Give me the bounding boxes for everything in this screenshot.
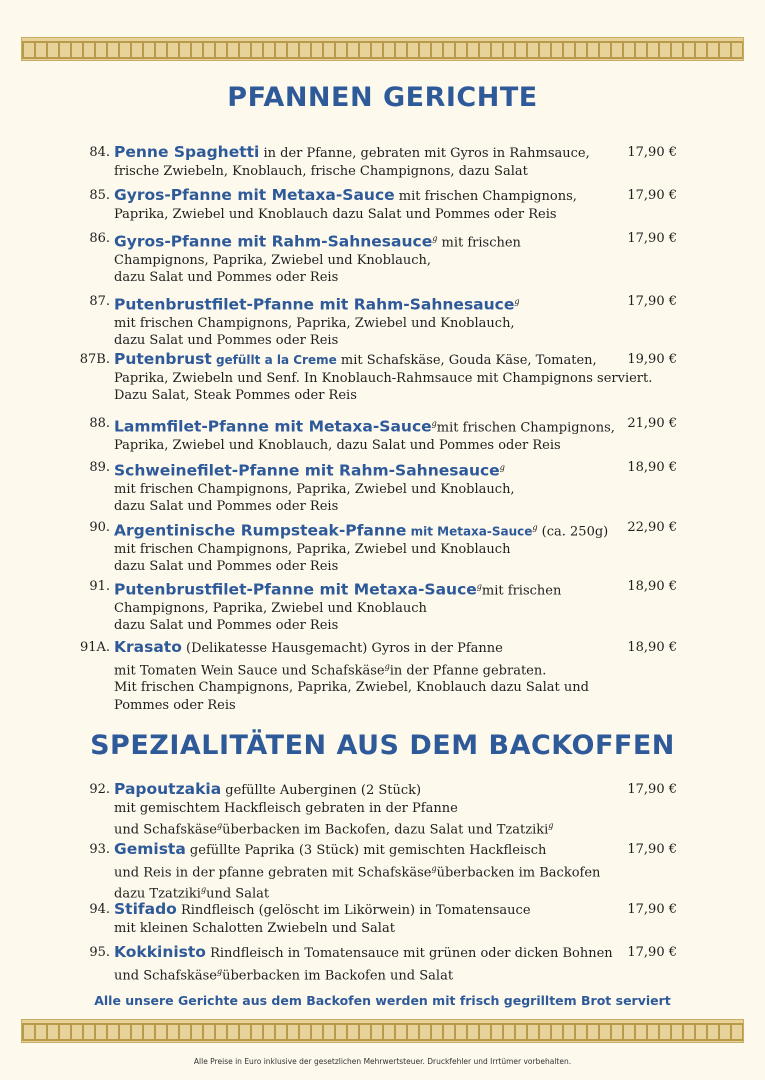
item-desc: Paprika, Zwiebeln und Senf. In Knoblauch-Rahmsauce mit Champignons serviert. xyxy=(114,370,653,386)
price-disclaimer: Alle Preise in Euro inklusive der gesetzlichen Mehrwertsteuer. Druckfehler und Irrtümer vorbehalten. xyxy=(193,1057,572,1066)
item-number: 87. xyxy=(89,294,110,309)
item-desc: mit frischen Champignons, xyxy=(394,189,577,204)
item-desc: (ca. 250g) xyxy=(537,524,609,540)
item-number: 84. xyxy=(89,145,110,160)
item-desc: überbacken im Backofen und Salat xyxy=(222,967,454,983)
item-name: Lammfilet-Pfanne mit Metaxa-Sauce xyxy=(114,417,432,436)
item-desc: mit kleinen Schalotten Zwiebeln und Salat xyxy=(114,920,395,936)
item-price: 17,90 € xyxy=(627,902,677,917)
item-number: 87B. xyxy=(79,352,110,367)
item-desc: gefüllte Auberginen (2 Stück) xyxy=(221,783,422,798)
item-desc: mit frischen Champignons, Paprika, Zwiebel und Knoblauch, xyxy=(114,315,515,331)
greek-key-border-bottom xyxy=(21,1019,744,1043)
item-desc: Rindfleisch in Tomatensauce mit grünen oder dicken Bohnen xyxy=(205,946,613,961)
item-name: Krasato xyxy=(114,638,182,656)
item-desc: mit frischen xyxy=(437,235,521,251)
item-name: Gemista xyxy=(114,840,186,858)
item-desc: und Reis in der pfanne gebraten mit Schafskäse xyxy=(114,864,432,880)
item-desc: und Schafskäse xyxy=(114,967,217,983)
allergen-mark: g xyxy=(514,297,520,306)
allergen-mark: g xyxy=(216,821,223,830)
item-desc: dazu Salat und Pommes oder Reis xyxy=(114,499,339,515)
allergen-mark: g xyxy=(200,885,207,895)
item-name: Gyros-Pfanne mit Metaxa-Sauce xyxy=(114,186,395,204)
item-desc: dazu Salat und Pommes oder Reis xyxy=(114,270,339,286)
item-desc: dazu Salat und Pommes oder Reis xyxy=(114,618,339,634)
item-desc: mit gemischtem Hackfleisch gebraten in der Pfanne xyxy=(114,800,458,816)
item-desc: und Salat xyxy=(206,886,270,902)
item-number: 92. xyxy=(89,782,110,797)
item-desc: Mit frischen Champignons, Paprika, Zwiebel, Knoblauch dazu Salat und xyxy=(114,680,589,696)
item-desc: in der Pfanne gebraten. xyxy=(389,662,547,678)
item-desc: frische Zwiebeln, Knoblauch, frische Champignons, dazu Salat xyxy=(114,163,528,179)
item-desc: mit Schafskäse, Gouda Käse, Tomaten, xyxy=(336,353,597,368)
item-price: 17,90 € xyxy=(627,294,677,309)
item-desc: dazu Tzatziki xyxy=(114,886,201,902)
item-name: Schweinefilet-Pfanne mit Rahm-Sahnesauce xyxy=(114,461,500,480)
item-name: Papoutzakia xyxy=(114,780,222,798)
greek-key-border-top xyxy=(21,37,744,61)
item-desc: Rindfleisch (gelöscht im Likörwein) in Tomatensauce xyxy=(176,903,531,918)
item-desc: dazu Salat und Pommes oder Reis xyxy=(114,333,339,349)
allergen-mark: g xyxy=(431,419,437,428)
allergen-mark: g xyxy=(476,582,482,591)
item-desc: überbacken im Backofen xyxy=(436,864,601,880)
item-number: 91. xyxy=(89,579,110,594)
item-price: 17,90 € xyxy=(627,945,677,960)
item-name: Kokkinisto xyxy=(114,943,206,961)
item-price: 17,90 € xyxy=(627,145,677,160)
allergen-mark: g xyxy=(431,863,437,873)
allergen-mark: g xyxy=(532,523,538,532)
item-name: Stifado xyxy=(114,900,177,918)
item-desc: in der Pfanne, gebraten mit Gyros in Rahmsauce, xyxy=(259,146,590,161)
item-number: 91A. xyxy=(79,640,110,655)
item-number: 88. xyxy=(89,416,110,431)
item-desc: Paprika, Zwiebel und Knoblauch, dazu Salat und Pommes oder Reis xyxy=(114,437,561,453)
item-name: Putenbrustfilet-Pfanne mit Metaxa-Sauce xyxy=(114,580,477,599)
item-desc: mit frischen Champignons, Paprika, Zwiebel und Knoblauch, xyxy=(114,481,515,497)
item-name: Gyros-Pfanne mit Rahm-Sahnesauce xyxy=(114,232,433,251)
item-number: 95. xyxy=(89,945,110,960)
item-desc: überbacken im Backofen, dazu Salat und Tzatziki xyxy=(222,822,549,838)
allergen-mark: g xyxy=(548,821,554,830)
item-desc: (Delikatesse Hausgemacht) Gyros in der Pfanne xyxy=(181,641,503,656)
item-desc: Champignons, Paprika, Zwiebel und Knoblauch, xyxy=(114,252,432,268)
item-number: 86. xyxy=(89,231,110,246)
item-name: Argentinische Rumpsteak-Pfanne xyxy=(114,521,407,540)
item-price: 17,90 € xyxy=(627,188,677,203)
item-name: Putenbrust xyxy=(114,350,212,368)
item-number: 94. xyxy=(89,902,110,917)
item-desc: mit frischen Champignons, Paprika, Zwiebel und Knoblauch xyxy=(114,541,511,557)
item-number: 89. xyxy=(89,460,110,475)
item-desc: gefüllte Paprika (3 Stück) mit gemischten Hackfleisch xyxy=(185,843,547,858)
item-desc: Paprika, Zwiebel und Knoblauch dazu Salat und Pommes oder Reis xyxy=(114,206,557,222)
section-title-backofen: SPEZIALITÄTEN AUS DEM BACKOFFEN xyxy=(90,730,675,761)
item-price: 18,90 € xyxy=(627,579,677,594)
item-name: Putenbrustfilet-Pfanne mit Rahm-Sahnesauce xyxy=(114,295,515,314)
item-price: 17,90 € xyxy=(627,842,677,857)
item-desc: Dazu Salat, Steak Pommes oder Reis xyxy=(114,388,357,403)
allergen-mark: g xyxy=(432,234,438,243)
item-price: 19,90 € xyxy=(627,352,677,367)
item-number: 93. xyxy=(89,842,110,857)
item-desc: und Schafskäse xyxy=(114,822,217,838)
item-name: Penne Spaghetti xyxy=(114,143,260,161)
item-number: 85. xyxy=(89,188,110,203)
item-price: 18,90 € xyxy=(627,640,677,655)
item-price: 22,90 € xyxy=(627,520,677,535)
item-desc: mit Tomaten Wein Sauce und Schafskäse xyxy=(114,662,385,678)
item-desc: Champignons, Paprika, Zwiebel und Knoblauch xyxy=(114,600,427,616)
item-number: 90. xyxy=(89,520,110,535)
item-desc: mit frischen Champignons, xyxy=(436,420,615,436)
item-subtitle: gefüllt a la Creme xyxy=(211,353,337,367)
item-price: 21,90 € xyxy=(627,416,677,431)
item-desc: mit frischen xyxy=(481,583,562,599)
item-desc: dazu Salat und Pommes oder Reis xyxy=(114,559,339,575)
item-subtitle: mit Metaxa-Sauce xyxy=(406,524,533,539)
allergen-mark: g xyxy=(216,966,223,976)
item-price: 17,90 € xyxy=(627,782,677,797)
item-price: 18,90 € xyxy=(627,460,677,475)
section-title-pfannen: PFANNEN GERICHTE xyxy=(227,82,538,113)
allergen-mark: g xyxy=(499,463,505,472)
item-price: 17,90 € xyxy=(627,231,677,246)
item-desc: Pommes oder Reis xyxy=(114,697,236,713)
allergen-mark: g xyxy=(384,661,390,671)
bread-note: Alle unsere Gerichte aus dem Backofen werden mit frisch gegrilltem Brot serviert xyxy=(94,993,671,1008)
